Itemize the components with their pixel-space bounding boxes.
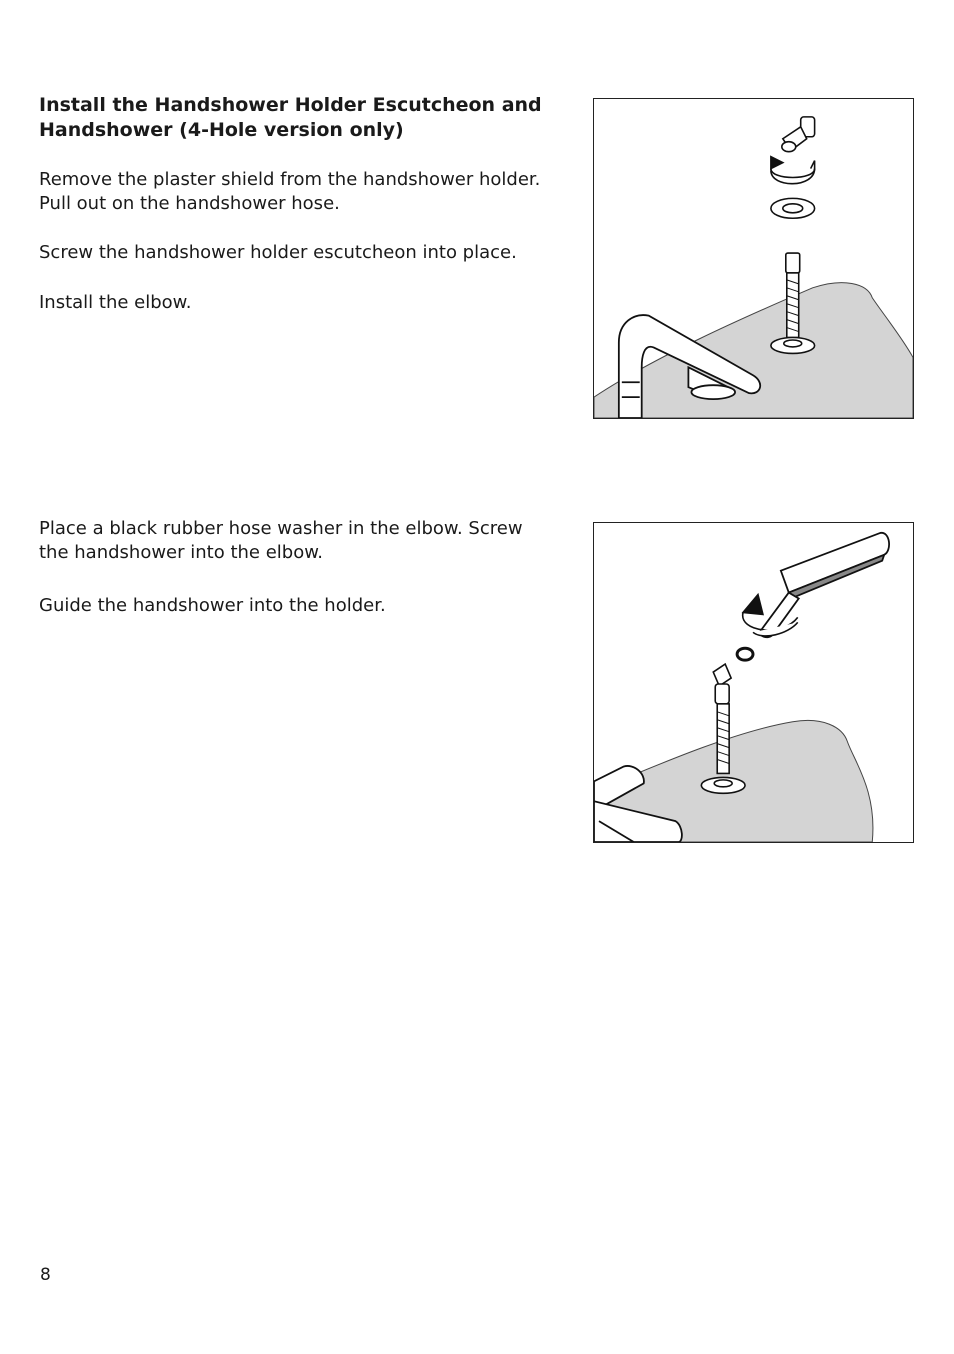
heading-line-1: Install the Handshower Holder Escutcheon and — [39, 94, 542, 116]
figure-escutcheon-elbow — [593, 98, 914, 419]
rubber-washer-part — [737, 648, 753, 660]
instruction-line: Pull out on the handshower hose. — [39, 193, 340, 214]
rotation-arrow-icon — [771, 157, 815, 184]
elbow-part — [713, 664, 731, 704]
handshower-illustration — [594, 523, 913, 842]
escutcheon-illustration — [594, 99, 913, 418]
instruction-guide-handshower: Guide the handshower into the holder. — [39, 595, 386, 616]
instruction-line: Place a black rubber hose washer in the elbow. Screw — [39, 518, 523, 539]
washer-part — [771, 198, 815, 218]
handshower-head — [760, 533, 889, 637]
instruction-remove-plaster-shield — [39, 168, 559, 216]
section-heading — [39, 93, 569, 143]
instruction-screw-escutcheon: Screw the handshower holder escutcheon into place. — [39, 242, 517, 263]
figure-handshower — [593, 522, 914, 843]
page-number: 8 — [40, 1265, 51, 1285]
instruction-install-elbow: Install the elbow. — [39, 292, 192, 313]
heading-line-2: Handshower (4-Hole version only) — [39, 119, 404, 141]
elbow-part — [782, 117, 815, 152]
instruction-place-washer — [39, 517, 559, 565]
instruction-line: the handshower into the elbow. — [39, 542, 324, 563]
instruction-line: Remove the plaster shield from the handshower holder. — [39, 169, 541, 190]
